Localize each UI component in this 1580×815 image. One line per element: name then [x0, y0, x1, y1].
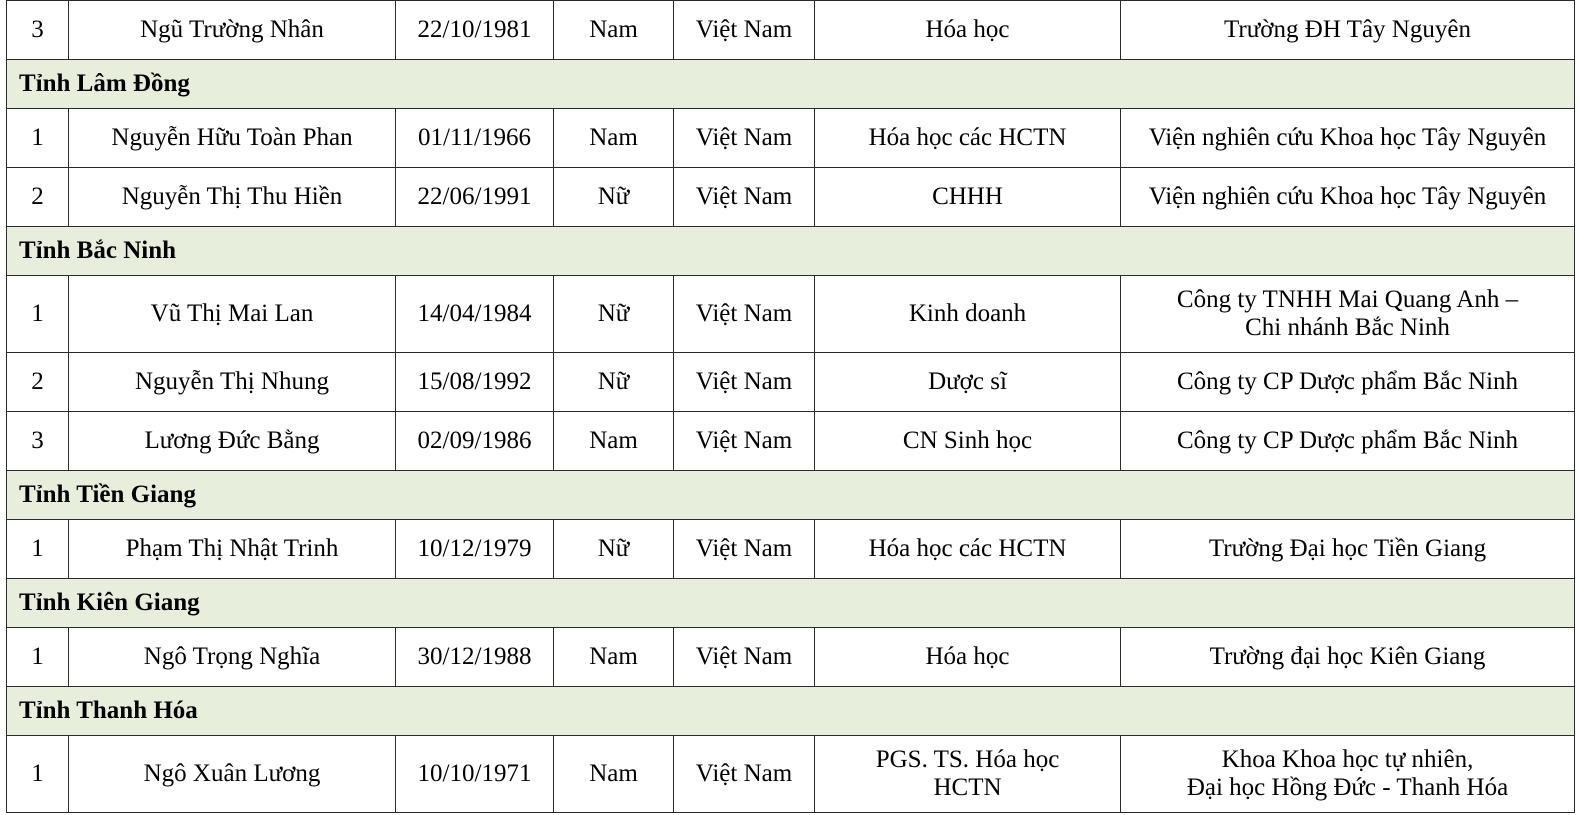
cell-org-line1: Công ty TNHH Mai Quang Anh –: [1176, 286, 1519, 313]
cell-name: Nguyễn Hữu Toàn Phan: [69, 109, 396, 168]
cell-org: [1121, 276, 1575, 353]
cell-org: Công ty CP Dược phẩm Bắc Ninh: [1121, 353, 1575, 412]
cell-nationality: Việt Nam: [674, 1, 815, 60]
cell-org: Viện nghiên cứu Khoa học Tây Nguyên: [1121, 168, 1575, 227]
roster-table-body: [7, 1, 1575, 813]
cell-name: Phạm Thị Nhật Trinh: [69, 520, 396, 579]
cell-stt: 1: [7, 628, 69, 687]
cell-org-line1: Khoa Khoa học tự nhiên,: [1221, 746, 1474, 773]
cell-dob: 22/10/1981: [396, 1, 554, 60]
cell-stt: 1: [7, 736, 69, 813]
table-row: [7, 276, 1575, 353]
cell-stt: 2: [7, 168, 69, 227]
group-header-row: [7, 227, 1575, 276]
cell-org-line2: Chi nhánh Bắc Ninh: [1245, 314, 1450, 341]
group-header-label: Tỉnh Lâm Đồng: [7, 60, 1575, 109]
table-row: [7, 353, 1575, 412]
cell-field: CN Sinh học: [815, 412, 1121, 471]
cell-sex: Nữ: [554, 520, 674, 579]
cell-dob: 01/11/1966: [396, 109, 554, 168]
cell-name: Nguyễn Thị Thu Hiền: [69, 168, 396, 227]
cell-stt: 3: [7, 412, 69, 471]
cell-dob: 10/10/1971: [396, 736, 554, 813]
cell-nationality: Việt Nam: [674, 168, 815, 227]
group-header-row: [7, 687, 1575, 736]
table-row: [7, 736, 1575, 813]
cell-org-line2: Đại học Hồng Đức - Thanh Hóa: [1186, 774, 1509, 801]
table-row: [7, 109, 1575, 168]
group-header-label: Tỉnh Kiên Giang: [7, 579, 1575, 628]
cell-stt: 3: [7, 1, 69, 60]
cell-nationality: Việt Nam: [674, 412, 815, 471]
cell-dob: 15/08/1992: [396, 353, 554, 412]
cell-field: CHHH: [815, 168, 1121, 227]
cell-field-line1: PGS. TS. Hóa học: [875, 746, 1060, 773]
cell-name: Ngô Xuân Lương: [69, 736, 396, 813]
cell-field: Hóa học các HCTN: [815, 109, 1121, 168]
group-header-row: [7, 471, 1575, 520]
cell-nationality: Việt Nam: [674, 520, 815, 579]
cell-field: Dược sĩ: [815, 353, 1121, 412]
roster-table: [6, 0, 1575, 813]
cell-nationality: Việt Nam: [674, 109, 815, 168]
cell-sex: Nữ: [554, 353, 674, 412]
cell-field: Kinh doanh: [815, 276, 1121, 353]
cell-nationality: Việt Nam: [674, 353, 815, 412]
cell-org: Viện nghiên cứu Khoa học Tây Nguyên: [1121, 109, 1575, 168]
table-row: [7, 520, 1575, 579]
table-row: [7, 412, 1575, 471]
cell-dob: 10/12/1979: [396, 520, 554, 579]
cell-stt: 2: [7, 353, 69, 412]
cell-nationality: Việt Nam: [674, 276, 815, 353]
cell-dob: 14/04/1984: [396, 276, 554, 353]
cell-name: Ngô Trọng Nghĩa: [69, 628, 396, 687]
cell-sex: Nam: [554, 412, 674, 471]
cell-sex: Nam: [554, 1, 674, 60]
cell-stt: 1: [7, 276, 69, 353]
group-header-row: [7, 60, 1575, 109]
cell-org: Công ty CP Dược phẩm Bắc Ninh: [1121, 412, 1575, 471]
cell-org: Trường ĐH Tây Nguyên: [1121, 1, 1575, 60]
cell-field-line2: HCTN: [933, 774, 1002, 801]
cell-sex: Nữ: [554, 276, 674, 353]
cell-name: Vũ Thị Mai Lan: [69, 276, 396, 353]
cell-sex: Nam: [554, 736, 674, 813]
cell-name: Ngũ Trường Nhân: [69, 1, 396, 60]
group-header-label: Tỉnh Bắc Ninh: [7, 227, 1575, 276]
table-row: [7, 1, 1575, 60]
cell-org: Trường đại học Kiên Giang: [1121, 628, 1575, 687]
group-header-label: Tỉnh Tiền Giang: [7, 471, 1575, 520]
cell-nationality: Việt Nam: [674, 736, 815, 813]
cell-dob: 02/09/1986: [396, 412, 554, 471]
cell-name: Nguyễn Thị Nhung: [69, 353, 396, 412]
table-row: [7, 168, 1575, 227]
cell-stt: 1: [7, 520, 69, 579]
table-row: [7, 628, 1575, 687]
cell-field: Hóa học: [815, 628, 1121, 687]
group-header-label: Tỉnh Thanh Hóa: [7, 687, 1575, 736]
group-header-row: [7, 579, 1575, 628]
cell-field: [815, 736, 1121, 813]
cell-sex: Nam: [554, 109, 674, 168]
cell-sex: Nam: [554, 628, 674, 687]
cell-dob: 30/12/1988: [396, 628, 554, 687]
cell-org: Trường Đại học Tiền Giang: [1121, 520, 1575, 579]
cell-dob: 22/06/1991: [396, 168, 554, 227]
cell-field: Hóa học các HCTN: [815, 520, 1121, 579]
cell-sex: Nữ: [554, 168, 674, 227]
cell-name: Lương Đức Bằng: [69, 412, 396, 471]
cell-nationality: Việt Nam: [674, 628, 815, 687]
cell-stt: 1: [7, 109, 69, 168]
cell-org: [1121, 736, 1575, 813]
cell-field: Hóa học: [815, 1, 1121, 60]
